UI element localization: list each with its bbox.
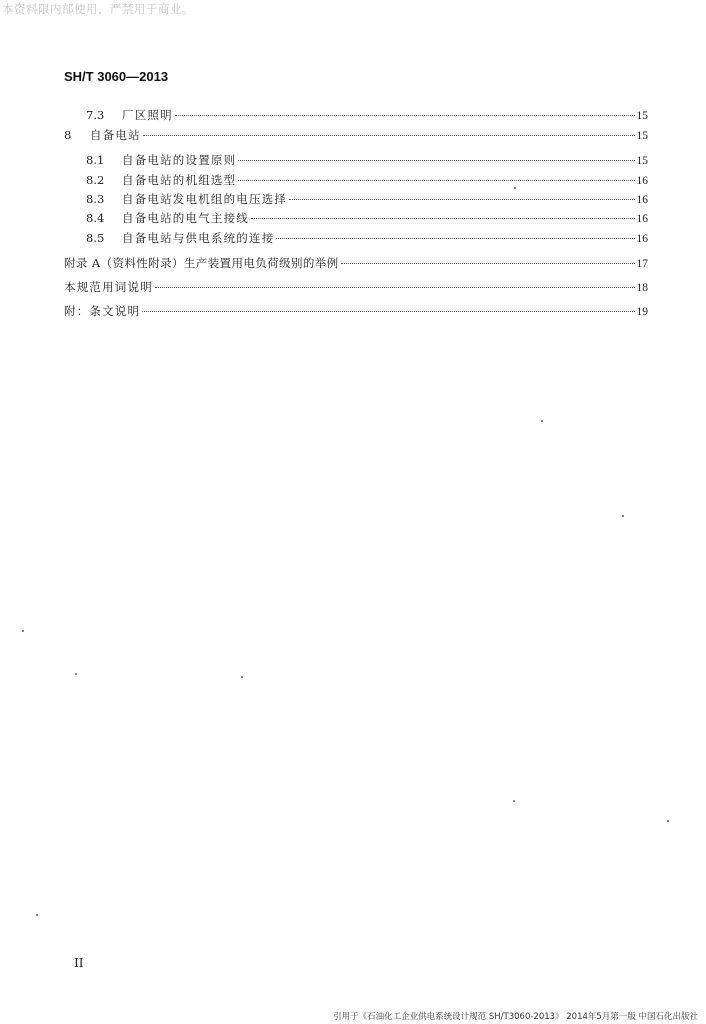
toc-page: 16 [636, 233, 648, 245]
toc-entry-explanation[interactable] [64, 304, 648, 318]
toc-number: 8.2 [86, 173, 105, 187]
toc-page: 17 [636, 258, 648, 270]
toc-leader [276, 237, 634, 239]
toc-page: 16 [636, 213, 648, 225]
toc-title: 厂区照明 [122, 108, 173, 122]
toc-page: 15 [636, 130, 648, 142]
toc-title: 自备电站的机组选型 [122, 173, 237, 187]
toc-entry-8-2[interactable] [86, 173, 648, 187]
toc-title: 本规范用词说明 [64, 280, 153, 294]
page-number: II [74, 956, 84, 970]
toc-page: 19 [636, 306, 648, 318]
scan-speck [513, 800, 515, 802]
toc-title: 附录 A（资料性附录）生产装置用电负荷级别的举例 [64, 256, 339, 270]
toc-title: 自备电站与供电系统的连接 [122, 231, 275, 245]
toc-leader [155, 286, 635, 288]
toc-number: 8.5 [86, 231, 105, 245]
toc-leader [142, 310, 634, 312]
toc-leader [143, 134, 635, 136]
toc-number: 8.4 [86, 211, 105, 225]
toc-entry-7-3[interactable] [86, 108, 648, 122]
scan-speck [622, 515, 624, 517]
scan-speck [541, 420, 543, 422]
toc-leader [175, 114, 635, 116]
doc-code: SH/T 3060—2013 [64, 69, 169, 84]
toc-number: 8.3 [86, 192, 105, 206]
toc-title: 自备电站的设置原则 [122, 153, 237, 167]
toc-leader [238, 159, 634, 161]
toc-entry-wording[interactable] [64, 280, 648, 294]
scan-speck [75, 673, 77, 675]
toc-leader [289, 198, 634, 200]
toc-title: 自备电站发电机组的电压选择 [122, 192, 288, 206]
scan-speck [22, 630, 24, 632]
toc-leader [341, 262, 635, 264]
toc-title: 自备电站的电气主接线 [122, 211, 249, 225]
toc-title: 自备电站 [90, 128, 141, 142]
toc-entry-8-3[interactable] [86, 192, 648, 206]
scan-speck [241, 676, 243, 678]
toc-page: 15 [636, 110, 648, 122]
toc-entry-appendix-a[interactable] [64, 256, 648, 270]
toc-entry-8-5[interactable] [86, 231, 648, 245]
watermark: 本资料限内部使用，严禁用于商业。 [2, 2, 194, 16]
toc-page: 16 [636, 175, 648, 187]
toc-page: 15 [636, 155, 648, 167]
toc-title: 附：条文说明 [64, 304, 141, 318]
toc-number: 7.3 [86, 108, 105, 122]
toc-number: 8.1 [86, 153, 105, 167]
toc-page: 16 [636, 194, 648, 206]
scan-speck [667, 820, 669, 822]
toc-number: 8 [64, 128, 72, 142]
footer-citation: 引用于《石油化工企业供电系统设计规范 SH/T3060-2013》 2014年5月第一版 中国石化出版社 [333, 1012, 698, 1022]
toc-leader [238, 179, 634, 181]
toc-entry-8-4[interactable] [86, 211, 648, 225]
scan-speck [36, 914, 38, 916]
scan-speck [514, 187, 516, 189]
toc-leader [251, 217, 635, 219]
toc-entry-8-1[interactable] [86, 153, 648, 167]
toc-page: 18 [636, 282, 648, 294]
toc-entry-8[interactable] [64, 128, 648, 142]
